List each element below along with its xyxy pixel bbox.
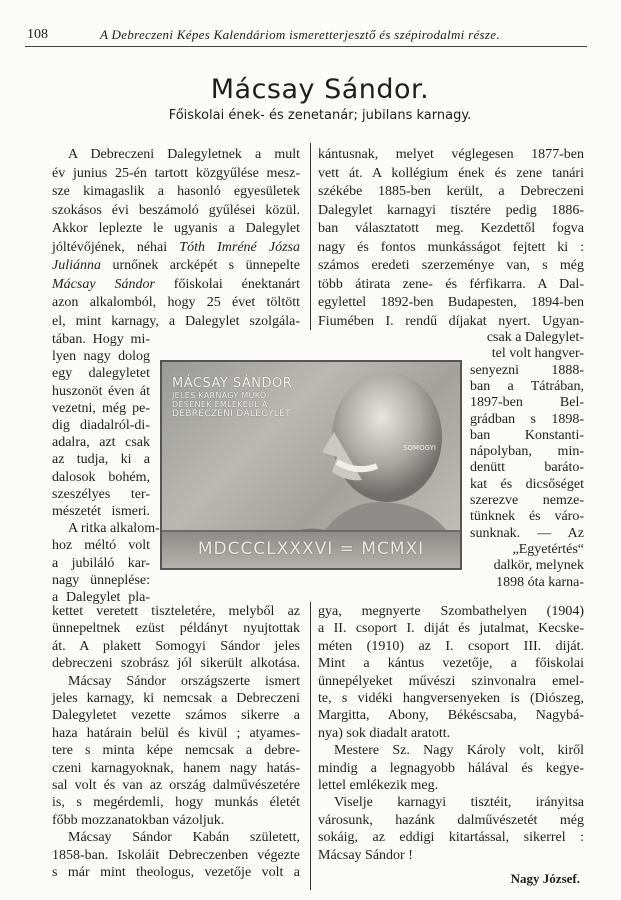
text-line: Margitta, Abony, Békéscsaba, Nagybá-	[318, 708, 584, 724]
author-signature: Nagy József.	[510, 871, 580, 886]
text-line: adalra, azt csak	[52, 435, 150, 451]
text-line: át. A plakett Somogyi Sándor jeles	[52, 638, 300, 654]
text-line: is, s megérdemli, hogy munkás életét	[52, 795, 300, 811]
text-span: urnőnek arcképét s ünnepelte	[101, 258, 300, 273]
text-line: tünknek és váro-	[470, 509, 584, 525]
text-line: ban választatott meg. Kezdettől fogva	[318, 221, 584, 236]
text-line: el, mint karnagy, a Dalegylet szolgála-	[52, 313, 300, 329]
inscription-line: DEBRECZENI DALEGYLET	[172, 409, 291, 419]
text-line: szokásos évi beszámoló gyűlései közül.	[52, 202, 300, 218]
text-line: 1897-ben Bel-	[470, 395, 584, 411]
text-line: sze kimagaslik a hasonló egyesületek	[52, 184, 300, 199]
text-line: székébe 1885-ben került, a Debreczeni	[318, 184, 584, 199]
text-line: debreczeni szobrász jól sikerült alkotása.	[52, 656, 300, 672]
article-title: Mácsay Sándor.	[210, 74, 430, 105]
text-line: nagy és fontos munkásságot fejtett ki :	[318, 239, 584, 255]
text-line: 1898 óta karna-	[496, 574, 584, 590]
text-line: városunk, hazánk dalművészetét még	[318, 812, 584, 828]
text-line: egy dalegyletet	[52, 366, 150, 382]
text-line: mindig a legnagyobb hálával és kegye-	[318, 760, 584, 776]
text-line: méten (1910) az I. csoport III. diját.	[318, 638, 584, 654]
italic-name: Juliánna	[52, 258, 101, 273]
text-line: a Dalegylet pla-	[52, 590, 150, 605]
text-line	[52, 240, 300, 256]
running-header: A Debreczeni Képes Kalendáriom ismeretterjesztő és szépirodalmi része.	[100, 27, 500, 42]
text-line	[52, 277, 300, 293]
text-line: kántusnak, melyet véglegesen 1877-ben	[318, 147, 584, 162]
text-line: főbb mozzanatokban vázoljuk.	[52, 812, 225, 828]
text-line: A ritka alkalom-	[68, 521, 160, 537]
text-line: denütt baráto-	[470, 460, 584, 476]
text-line: vett át. A kollégium ének és zene tanári	[318, 165, 584, 181]
text-line: te, s vidéki hangversenyeken is (Diószeg,	[318, 691, 584, 706]
column-divider-bottom	[310, 602, 311, 890]
inscription-line: MÁCSAY SÁNDOR	[172, 376, 293, 391]
text-line: dalkör, melynek	[493, 558, 584, 574]
text-line: tában. Hogy mi-	[52, 332, 150, 347]
italic-name: Mácsay Sándor	[52, 276, 155, 292]
text-line: sokáig, az eddigi kitartással, sikerrel :	[318, 830, 584, 846]
column-divider-top	[310, 143, 311, 330]
article-subtitle: Főiskolai ének- és zenetanár; jubilans karnagy.	[168, 108, 472, 123]
text-line: jeles karnagy, ki nemcsak a Debreczeni	[52, 691, 300, 706]
text-line: Mestere Sz. Nagy Károly volt, kiről	[334, 743, 584, 759]
page-number: 108	[27, 27, 48, 42]
text-line: gya, megnyerte Szombathelyen (1904)	[318, 604, 584, 619]
text-line: Fiumében I. rendű díjakat nyert. Ugyan-	[318, 313, 584, 329]
text-line: év junius 25-én tartott közgyűlése mesz-	[52, 165, 300, 181]
text-line: tere s minta képe nemcsak a debre-	[52, 743, 300, 759]
text-line: mészetét ismeri.	[52, 504, 150, 519]
text-line: szeszélyes ter-	[52, 486, 150, 502]
plaque-date-band	[162, 530, 460, 568]
text-line: kettet veretett tiszteletére, melyből az	[52, 604, 300, 619]
text-line: Viselje karnagyi tisztéit, irányitsa	[334, 795, 584, 811]
text-line	[52, 258, 300, 274]
text-line: Dalegylet karnagyi tisztére pedig 1886-	[318, 202, 584, 218]
text-line: „Egyetértés“	[512, 541, 584, 557]
inscription-line: JELES KARNAGY MŰKÖ-	[172, 391, 270, 400]
text-line: kat és dicsőséget	[470, 476, 584, 492]
text-line: nagy ünneplése:	[52, 572, 150, 588]
text-line: Mint a kántus vezetője, a főiskolai	[318, 656, 584, 672]
text-line: csak a Dalegylet-	[486, 330, 584, 345]
text-line: sal volt és van az ország dalművészetére	[52, 778, 300, 793]
text-line: a jubiláló kar-	[52, 555, 150, 571]
text-span: jóltévőjének, néhai	[52, 239, 180, 255]
text-line: dalosok bohém,	[52, 469, 150, 485]
text-line: a II. csoport I. diját és jutalmat, Kecske-	[318, 621, 584, 637]
plaque-photo	[160, 360, 462, 570]
text-line: sunknak. — Az	[470, 525, 584, 541]
text-line: huszonöt éven át	[52, 383, 150, 399]
italic-name: Tóth Imréné Józsa	[179, 239, 300, 255]
text-line: vezetni, még pe-	[52, 400, 150, 416]
text-line: Mácsay Sándor !	[318, 847, 413, 863]
text-line: ban a Tátrában,	[470, 378, 584, 394]
text-line: Dalegyletet vezette számos sikerre a	[52, 708, 300, 724]
text-line: számos eredeti szerzeménye van, s még	[318, 258, 584, 273]
text-line: Mácsay Sándor országszerte ismert	[68, 673, 300, 689]
plaque-dates: MDCCCLXXXVI = MCMXI	[197, 539, 425, 559]
text-line: az tudja, ki a	[52, 452, 150, 468]
inscription-line: DÉSÉNEK EMLÉKÉÜL A	[172, 400, 268, 409]
text-line: Mácsay Sándor Kabán született,	[68, 830, 300, 846]
text-span: főiskolai énektanárt	[154, 276, 300, 292]
text-line: s már mint theologus, vezetője volt a	[52, 865, 300, 880]
text-line: senyezni 1888-	[470, 362, 584, 378]
text-line: lettel emlékezik meg.	[318, 778, 439, 793]
plaque-inscription	[172, 376, 292, 419]
text-line: 1858-ban. Iskoláit Debreczenben végezte	[52, 847, 300, 863]
text-line: ünnepeltnek ezüst példányt nyujtottak	[52, 621, 300, 637]
text-line: több átirata zene- és férfikarra. A Dal-	[318, 276, 584, 292]
text-line: tel volt hangver-	[491, 346, 584, 362]
text-line: Akkor leplezte le ugyanis a Dalegylet	[52, 221, 300, 236]
text-line: ünnepélyeket művészi szinvonalra emel-	[318, 673, 584, 689]
header-rule	[25, 46, 587, 47]
text-line: egylettel 1892-ben Budapesten, 1894-ben	[318, 295, 584, 310]
text-line: nya) sok diadalt aratott.	[318, 725, 451, 741]
text-line: szerezve nemze-	[470, 493, 584, 508]
text-line: dig diadalról-di-	[52, 418, 150, 433]
text-line: czeni karnagyoknak, hanem nagy hatás-	[52, 760, 300, 776]
text-line: azon alkalomból, hogy 25 évet töltött	[52, 295, 300, 310]
text-line: A Debreczeni Dalegyletnek a mult	[68, 147, 300, 162]
text-line: grádban s 1898-	[470, 411, 584, 427]
sculptor-mark: SOMOGYI	[403, 444, 436, 452]
text-line: lyen nagy dolog	[52, 349, 150, 365]
text-line: ban Konstanti-	[470, 427, 584, 443]
text-line: hoz méltó volt	[52, 538, 150, 554]
text-line: haza határain belül és kivül ; atyames-	[52, 725, 300, 741]
text-line: nápolyban, min-	[470, 444, 584, 460]
